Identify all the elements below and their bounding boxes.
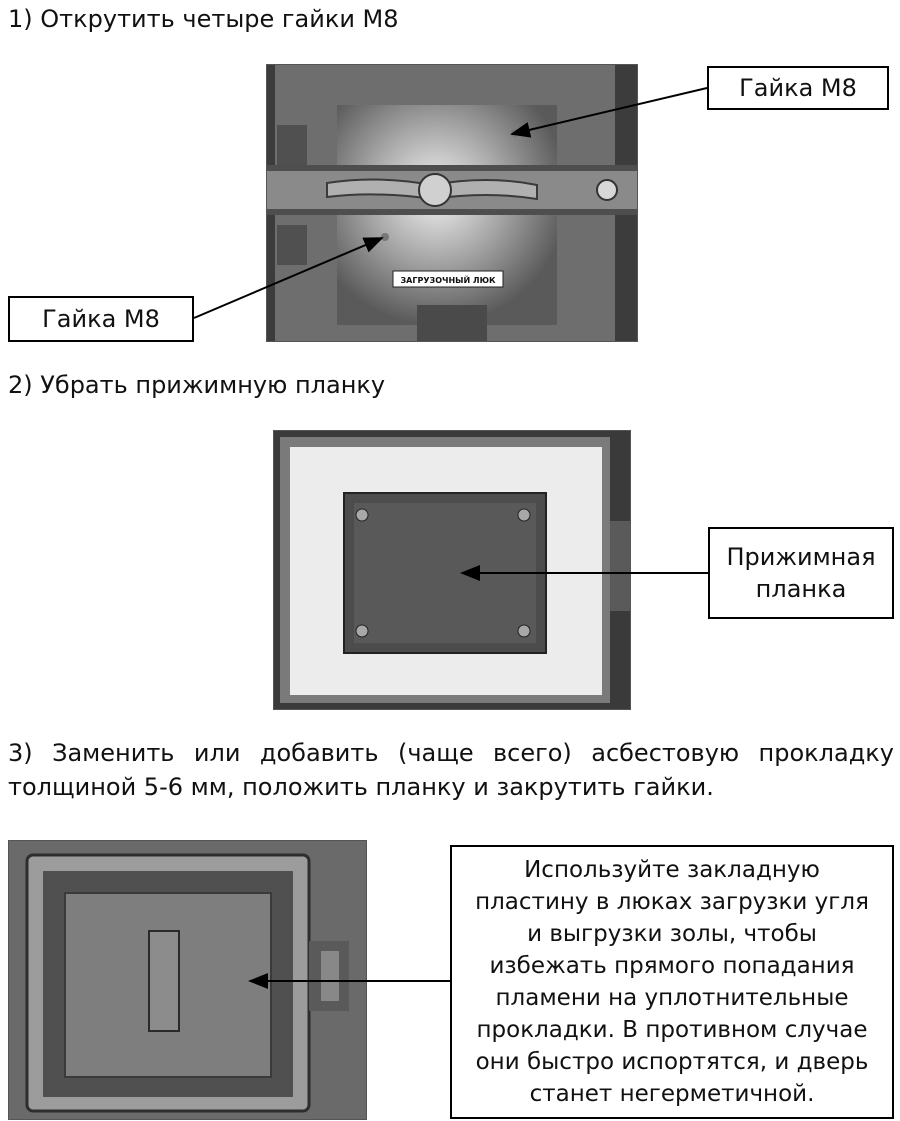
photo-pressure-plate [273, 430, 631, 710]
callout-nut-bottom-text: Гайка М8 [42, 305, 160, 333]
callout-note [450, 845, 894, 1119]
step-1-text: 1) Открутить четыре гайки М8 [8, 5, 399, 33]
callout-plate-text: Прижимная планка [726, 543, 876, 603]
callout-nut-bottom [8, 296, 194, 342]
hatch-label: ЗАГРУЗОЧНЫЙ ЛЮК [400, 276, 496, 285]
callout-plate [708, 527, 894, 619]
callout-note-text: Используйте закладную пластину в люках загрузки угля и выгрузки золы, чтобы избежать прямого попадания пламени на уплотнительные прокладки. В противном случае они быстро испортятся, и дверь станет негерметичной. [475, 857, 869, 1107]
callout-nut-top-text: Гайка М8 [739, 74, 857, 102]
step-2-text: 2) Убрать прижимную планку [8, 371, 386, 399]
photo-insert-plate [8, 840, 367, 1120]
step-3-text: 3) Заменить или добавить (чаще всего) асбестовую прокладку толщиной 5-6 мм, положить планку и закрутить гайки. [8, 739, 894, 801]
callout-nut-top [707, 66, 889, 110]
photo-hatch-closed [266, 64, 638, 342]
